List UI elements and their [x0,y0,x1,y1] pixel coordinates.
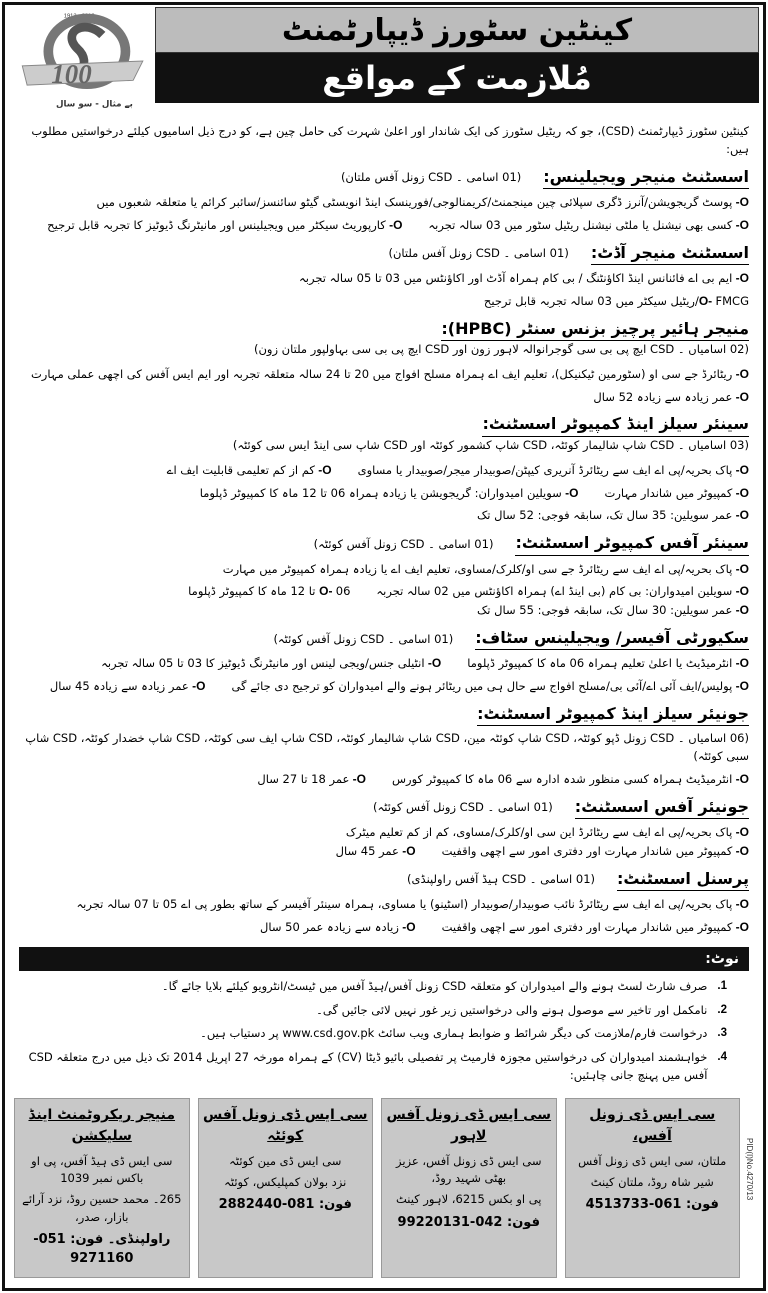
position-title: جونیئر آفس اسسٹنٹ: [575,796,749,819]
office-addresses [14,1098,740,1278]
position-detail: (02 اسامیاں ۔ CSD ایچ پی بی سی گوجرانوالہ لاہور زون اور CSD ایچ پی بی سی بہاولپور ملتان زون) [253,342,749,357]
office-address-line: ملتان، سی ایس ڈی زونل آفس [578,1153,727,1168]
note-text: صرف شارٹ لسٹ ہونے والے امیدواران کو متعلقہ CSD زونل آفس/ہیڈ آفس میں ٹیسٹ/انٹرویو کیلئے بلایا جائے گا۔ [161,978,708,993]
requirement-row [19,580,749,622]
office-address-line: 265۔ محمد حسین روڈ، نزد آرائے بازار، صدر، [22,1192,182,1224]
section-heading [19,698,749,728]
position-detail: (01 اسامی ۔ CSD زونل آفس کوئٹہ) [313,536,494,551]
requirement-row [19,482,749,505]
note-number: 4. [717,1051,727,1064]
office-address-line: سی ایس ڈی ہیڈ آفس، پی او باکس نمبر 1039 [31,1153,173,1186]
requirement-item: O- پولیس/ایف آئی اے/آئی بی/مسلح افواج سے حال ہی میں ریٹائر ہونے والے امیدواران کو ترجیح دی جائے گی [231,677,749,696]
office-address-line: پی او بکس 6215، لاہور کینٹ [395,1192,542,1207]
requirement-item: O- عمر 45 سال [336,842,416,861]
note-text: نامکمل اور تاخیر سے موصول ہونے والی درخواستیں زیر غور نہیں لائی جائیں گی۔ [316,1002,708,1017]
requirement-item: O- پاک بحریہ/پی اے ایف سے ریٹائرڈ آنریری کیپٹن/صوبیدار میجر/صوبیدار یا مساوی [358,461,749,480]
ad-body [19,121,749,1088]
requirement-item: O- ایم بی اے فائنانس اینڈ اکاؤنٹنگ / بی کام ہمراہ آڈٹ اور اکاؤنٹس میں 03 تا 05 سالہ تجربہ [299,269,749,288]
requirement-item: O- کارپوریٹ سیکٹر میں ویجیلینس اور مانیٹرنگ ڈیوٹیز کا تجربہ قابل ترجیح [47,216,402,235]
position-title: سکیورٹی آفیسر/ ویجیلینس سٹاف: [475,627,749,650]
requirement-item: O- انٹیلی جنس/ویجی لینس اور مانیٹرنگ ڈیوٹیز کا 03 تا 05 سالہ تجربہ [101,654,441,673]
office-address-line: شیر شاہ روڈ، ملتان کینٹ [590,1175,714,1190]
requirement-item: O- 06 تا 12 ماہ کا کمپیوٹر ڈپلوما [188,582,350,601]
requirement-item: O- عمر زیادہ سے زیادہ 52 سال [593,388,749,407]
requirement-row [19,214,749,237]
csd-100-years-logo [15,8,153,116]
office-address-line: نزد بولان کمپلیکس، کوئٹہ [224,1175,347,1190]
requirement-item: O- کمپیوٹر میں شاندار مہارت اور دفتری امور سے اچھی واقفیت [442,918,749,937]
section-heading [19,527,749,557]
section-heading [19,791,749,821]
office-box [14,1098,190,1278]
requirement-item: O- کمپیوٹر میں شاندار مہارت [605,484,750,503]
position-detail: (03 اسامیاں ۔ CSD شاپ شالیمار کوئٹہ، CSD شاپ کشمور کوئٹہ اور CSD شاپ سی اینڈ ایس سی کوئٹہ) [232,437,749,452]
office-box [565,1098,741,1278]
requirement-item: O- انٹرمیڈیٹ ہمراہ کسی منظور شدہ ادارہ سے 06 ماہ کا کمپیوٹر کورس [392,770,749,789]
requirement-item: O- FMCG/ریٹیل سیکٹر میں 03 سالہ تجربہ قابل ترجیح [484,292,749,311]
position-detail: (01 اسامی ۔ CSD ہیڈ آفس راولپنڈی) [407,872,596,887]
position-detail: (01 اسامی ۔ CSD زونل آفس ملتان) [388,246,569,261]
requirement-row [19,916,749,939]
requirement-item: O- کمپیوٹر میں شاندار مہارت اور دفتری امور سے اچھی واقفیت [442,842,749,861]
office-title: منیجر ریکروٹمنٹ اینڈ سلیکشن [28,1106,176,1144]
position-title: جونیئر سیلز اینڈ کمپیوٹر اسسٹنٹ: [477,703,749,726]
office-phone: فون: 081-2882440 [218,1197,352,1213]
requirement-row [19,504,749,527]
office-title: سی ایس ڈی زونل آفس کوئٹہ [202,1106,368,1144]
position-detail: (01 اسامی ۔ CSD زونل آفس ملتان) [340,170,522,185]
position-title: اسسٹنٹ منیجر آڈٹ: [591,242,749,265]
office-addresses-area [14,1098,754,1278]
requirement-item: O- کسی بھی نیشنل یا ملٹی نیشنل ریٹیل سٹور میں 03 سالہ تجربہ [428,216,749,235]
note-number: 1. [717,979,727,992]
office-box [381,1098,557,1278]
note-item [19,975,749,999]
position-detail: (01 اسامی ۔ CSD زونل آفس کوئٹہ) [373,800,553,815]
ad-border [2,2,766,1291]
requirement-item: O- زیادہ سے زیادہ عمر 50 سال [260,918,416,937]
positions-list [19,161,749,939]
requirement-row [19,267,749,290]
requirement-item: O- عمر 18 تا 27 سال [257,770,366,789]
note-item [19,1022,749,1046]
requirement-item: O- پوسٹ گریجویشن/آنرز ڈگری سپلائی چین مینجمنٹ/کریمنالوجی/فورینسک اینڈ انویسٹی گیٹو سائنسز/سائبر کرائم یا متعلقہ شعبوں میں [96,193,749,212]
pid-code: PID(I)No.4270/13 [745,1137,754,1201]
requirement-row [19,821,749,863]
office-title: سی ایس ڈی زونل آفس لاہور [386,1106,552,1144]
requirement-item: O- سویلین امیدواران: گریجویشن یا زیادہ ہمراہ 06 تا 12 ماہ کا کمپیوٹر ڈپلوما [200,484,579,503]
requirement-item: O- پاک بحریہ/پی اے ایف سے ریٹائرڈ جے سی او/کلرک/مساوی، تعلیم ایف اے یا زیادہ ہمراہ کمپیوٹر میں مہارت [223,560,749,579]
position-detail: (01 اسامی ۔ CSD زونل آفس کوئٹہ) [273,631,454,646]
office-address-line: سی ایس ڈی مین کوئٹہ [229,1153,342,1168]
notes-header: نوٹ: [19,947,749,971]
svg-text:100: 100 [51,59,92,90]
requirement-row [19,675,749,698]
note-number: 2. [717,1003,727,1016]
requirement-item: O- پاک بحریہ/پی اے ایف سے ریٹائرڈ نائب صوبیدار/صوبیدار (اسٹینو) یا مساوی، ہمراہ سینئر آفیسر کے ساتھ بطور پی اے 05 تا 07 سالہ تجربہ [76,895,749,914]
requirement-item: O- انٹرمیڈیٹ یا اعلیٰ تعلیم ہمراہ 06 ماہ کا کمپیوٹر ڈپلوما [467,654,749,673]
requirement-item: O- سویلین امیدواران: بی کام (بی اینڈ اے) ہمراہ اکاؤنٹس میں 02 سالہ تجربہ [376,582,749,601]
section-heading [19,622,749,652]
requirement-item: O- کم از کم تعلیمی قابلیت ایف اے [167,461,332,480]
section-heading [19,161,749,191]
section-heading [19,237,749,267]
position-title: منیجر ہائیر پرچیز بزنس سنٹر (HPBC): [441,318,749,341]
ad-header [5,5,763,121]
office-phone: فون: 042-99220131 [397,1214,540,1230]
requirement-item: O- عمر سویلین: 35 سال تک، سابقہ فوجی: 52 سال تک [477,506,749,525]
requirement-row [19,459,749,482]
office-title: سی ایس ڈی زونل آفس، [589,1106,716,1144]
requirement-row [19,652,749,675]
svg-text:1913 - 2013: 1913 - 2013 [63,13,95,20]
section-heading [19,313,749,363]
requirement-item: O- پاک بحریہ/پی اے ایف سے ریٹائرڈ این سی او/کلرک/مساوی، کم از کم تعلیم میٹرک [346,823,749,842]
requirement-row [19,290,749,313]
requirement-row [19,386,749,409]
note-text: خواہشمند امیدواران کی درخواستیں مجوزہ فارمیٹ پر تفصیلی بائیو ڈیٹا (CV) کے ہمراہ مورخہ 27 اپریل 2014 تک ذیل میں درج متعلقہ CSD آفس میں پہنچ جانی چاہئیں: [28,1050,708,1083]
office-phone: راولپنڈی۔ فون: 051-9271160 [33,1231,171,1267]
requirement-row [19,191,749,214]
office-address-line: سی ایس ڈی زونل آفس، عزیز بھٹی شہید روڈ، [395,1153,542,1186]
job-opportunities-title: مُلازمت کے مواقع [155,53,759,103]
requirement-row [19,768,749,791]
requirement-row [19,558,749,581]
svg-text:بے مثال - سو سال: بے مثال - سو سال [56,99,133,110]
note-item [19,999,749,1023]
intro-text: کینٹین سٹورز ڈیپارٹمنٹ (CSD)، جو کہ ریٹیل سٹورز کی ایک شاندار اور اعلیٰ شہرت کی حامل چین ہے، کو درج ذیل اسامیوں کیلئے درخواستیں مطلوب ہیں: [31,124,749,156]
position-title: اسسٹنٹ منیجر ویجیلینس: [543,166,749,189]
position-locations: (06 اسامیاں ۔ CSD زونل ڈپو کوئٹہ، CSD شاپ کوئٹہ مین، CSD شاپ شالیمار کوئٹہ، CSD شاپ ایف سی کوئٹہ، CSD شاپ خضدار کوئٹہ، CSD شاپ سبی کوئٹہ) [25,731,749,764]
note-number: 3. [717,1027,727,1040]
section-heading [19,408,749,458]
position-title: پرسنل اسسٹنٹ: [617,868,749,891]
note-text: درخواست فارم/ملازمت کی دیگر شرائط و ضوابط ہماری ویب سائٹ www.csd.gov.pk پر دستیاب ہیں۔ [200,1026,708,1041]
position-title: سینئر سیلز اینڈ کمپیوٹر اسسٹنٹ: [482,413,749,436]
notes-list [19,975,749,1088]
requirement-row [19,893,749,916]
position-title: سینئر آفس کمپیوٹر اسسٹنٹ: [515,532,749,555]
requirement-item: O- ریٹائرڈ جے سی او (سٹورمین ٹیکنیکل)، تعلیم ایف اے ہمراہ مسلح افواج میں 20 تا 24 سالہ متعلقہ تجربہ اور ایم ایس آفس کی اچھی عملی مہارت [31,365,749,384]
section-heading [19,863,749,893]
office-phone: فون: 061-4513733 [585,1197,719,1213]
requirement-item: O- عمر سویلین: 30 سال تک، سابقہ فوجی: 55 سال تک [477,601,749,620]
requirement-item: O- عمر زیادہ سے زیادہ 45 سال [50,677,206,696]
office-box [198,1098,374,1278]
requirement-row [19,363,749,386]
department-title: کینٹین سٹورز ڈیپارٹمنٹ [155,7,759,53]
note-item [19,1046,749,1088]
